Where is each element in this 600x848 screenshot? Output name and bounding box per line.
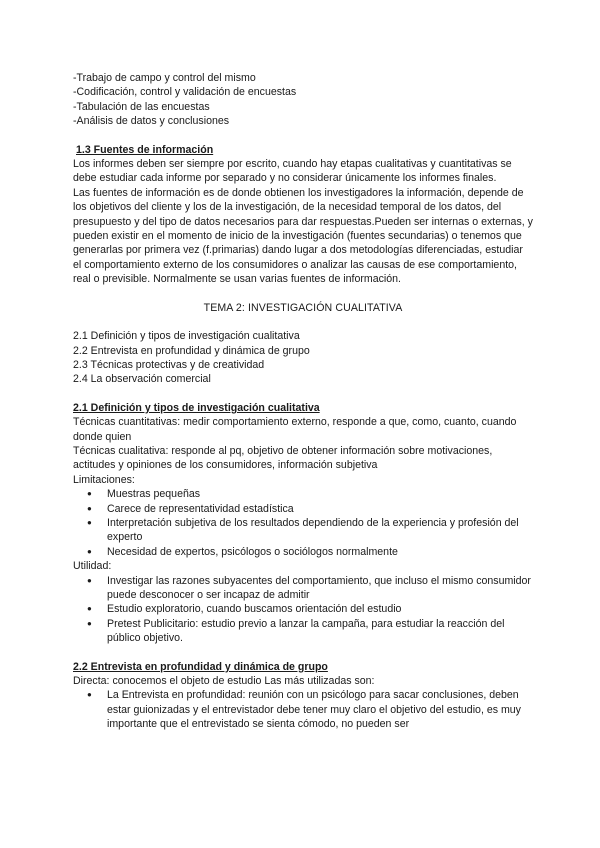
section-2-2-heading: 2.2 Entrevista en profundidad y dinámica de grupo (73, 660, 328, 673)
utilidad-list (73, 574, 533, 646)
document-page (73, 71, 533, 732)
section-2-2-list (73, 688, 533, 731)
directa-paragraph: Directa: conocemos el objeto de estudio Las más utilizadas son: (73, 675, 375, 688)
limitaciones-label: Limitaciones: (73, 473, 135, 486)
bullet-item: ● Necesidad de expertos, psicólogos o sociólogos normalmente (73, 545, 533, 559)
section-1-3-paragraph-1: Los informes deben ser siempre por escrito, cuando hay etapas cualitativas y cuantitativas se debe estudiar cada informe por separado y no considerar únicamente los informes finales. (73, 158, 512, 185)
limitaciones-list (73, 487, 533, 559)
toc-item: 2.1 Definición y tipos de investigación cualitativa (73, 330, 300, 343)
utilidad-label: Utilidad: (73, 560, 112, 573)
intro-list (73, 71, 533, 129)
toc-item: 2.4 La observación comercial (73, 373, 211, 386)
intro-list-item: -Tabulación de las encuestas (73, 100, 210, 113)
bullet-item: ● Pretest Publicitario: estudio previo a lanzar la campaña, para estudiar la reacción del público objetivo. (73, 617, 533, 646)
bullet-item: ● Investigar las razones subyacentes del comportamiento, que incluso el mismo consumidor puede desconocer o ser incapaz de admitir (73, 574, 533, 603)
bullet-item: ● Estudio exploratorio, cuando buscamos orientación del estudio (73, 602, 533, 616)
section-2-1-heading: 2.1 Definición y tipos de investigación cualitativa (73, 401, 320, 414)
section-1-3-heading: 1.3 Fuentes de información (76, 143, 214, 156)
bullet-item: ● La Entrevista en profundidad: reunión con un psicólogo para sacar conclusiones, deben estar guionizadas y el entrevistador debe tener muy claro el objetivo del estudio, es muy importante que el entrevistado se sienta cómodo, no pueden ser (73, 688, 533, 731)
section-1-3-paragraph-2: Las fuentes de información es de donde obtienen los investigadores la información, depende de los objetivos del cliente y los de la investigación, de la necesidad temporal de los datos, del presupuesto y del tipo de datos necesarios para dar respuestas.Pueden ser internas o externas, y pueden existir en el momento de inicio de la investigación (fuentes secundarias) o tenemos que generarlas por primera vez (f.primarias) dando lugar a dos metodologías diferenciadas, estudiar el comportamiento externo de los consumidores o analizar las causas de ese comportamiento, real o previsible. Normalmente se usan varias fuentes de información. (73, 186, 533, 286)
bullet-item: ● Interpretación subjetiva de los resultados dependiendo de la experiencia y profesión del experto (73, 516, 533, 545)
bullet-item: ● Carece de representatividad estadística (73, 502, 533, 516)
tema-2-toc (73, 329, 533, 387)
cualitativa-paragraph: Técnicas cualitativa: responde al pq, objetivo de obtener información sobre motivaciones, actitudes y opiniones de los consumidores, información subjetiva (73, 444, 493, 472)
toc-item: 2.3 Técnicas protectivas y de creatividad (73, 358, 265, 371)
toc-item: 2.2 Entrevista en profundidad y dinámica de grupo (73, 344, 310, 357)
intro-list-item: -Análisis de datos y conclusiones (73, 115, 230, 128)
intro-list-item: -Trabajo de campo y control del mismo (73, 72, 256, 84)
tema-2-title: TEMA 2: INVESTIGACIÓN CUALITATIVA (203, 301, 403, 314)
bullet-item: ● Muestras pequeñas (73, 487, 533, 501)
intro-list-item: -Codificación, control y validación de encuestas (73, 86, 297, 99)
cuantitativas-paragraph: Técnicas cuantitativas: medir comportamiento externo, responde a que, como, cuanto, cuando donde quien (73, 416, 517, 443)
